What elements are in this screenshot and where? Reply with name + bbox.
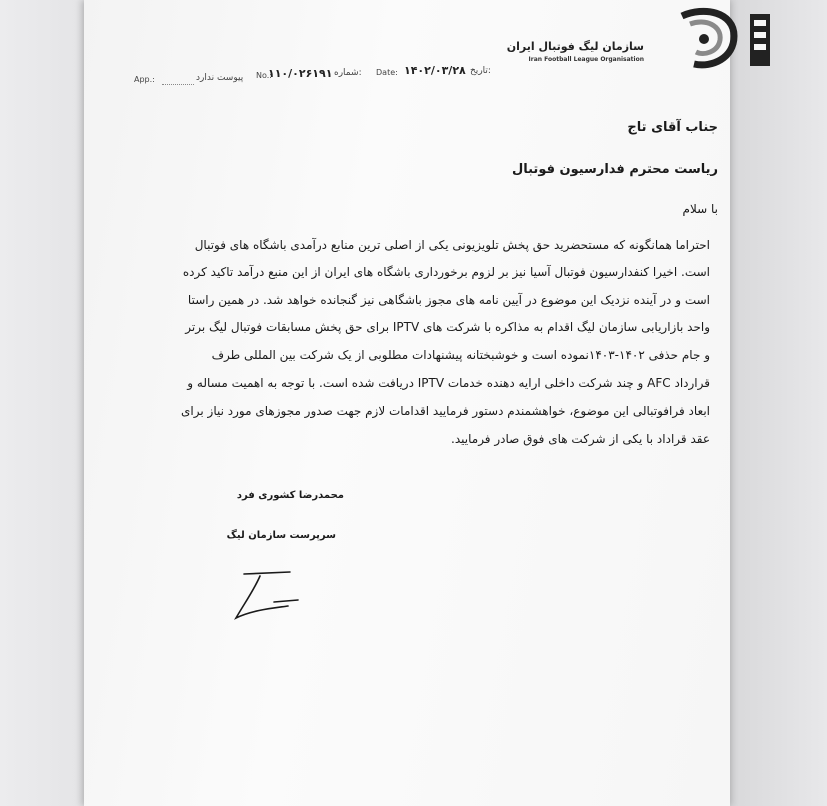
body-line-7: ابعاد فرافوتبالی این موضوع، خواهشمندم دستور فرمایید اقدامات لازم جهت صدور مجوزهای مورد نیاز برای: [181, 404, 710, 418]
body-line-1: احتراما همانگونه که مستحضرید حق پخش تلویزیونی یکی از اصلی ترین منابع درآمدی باشگاه های فوتبال: [194, 238, 710, 252]
recipient-title: ریاست محترم فدارسیون فوتبال: [511, 162, 718, 177]
org-name-fa: سازمان لیگ فوتبال ایران: [506, 40, 644, 53]
body-line-3: است و در آینده نزدیک این موضوع در آیین نامه های مجوز باشگاهی نیز گنجانده خواهد شد. در همین راستا: [187, 293, 710, 307]
signer-name: محمدرضا کشوری فرد: [236, 490, 344, 501]
recipient: جناب آقای تاج: [627, 120, 718, 135]
salutation: با سلام: [682, 202, 718, 216]
number-label-fa: شماره:: [334, 68, 362, 78]
body-line-8: عقد قراداد با یکی از شرکت های فوق صادر فرمایید.: [451, 432, 710, 446]
org-name-en: Iran Football League Organisation: [528, 56, 644, 63]
signature-icon: [230, 568, 310, 624]
body-line-2: است. اخیرا کنفدارسیون فوتبال آسیا نیز بر لزوم برخورداری باشگاه های ایران از این منبع درآمد تاکید کرده: [182, 265, 710, 279]
attachment-label-fa: پیوست ندارد: [196, 73, 244, 83]
date-value: ۱۴۰۲/۰۳/۲۸: [404, 64, 466, 77]
letter-paper: [84, 0, 730, 806]
date-label-fa: تاریخ:: [470, 66, 491, 76]
number-value: ۱۱۰/۰۲۶۱۹۱: [268, 67, 333, 80]
number-label-en: No.:: [256, 71, 272, 80]
signer-title: سرپرست سازمان لیگ: [226, 530, 336, 541]
league-logo-swirl-icon: [624, 6, 774, 76]
attachment-label-en: App.:: [134, 75, 155, 84]
body-line-4: واحد بازاریابی سازمان لیگ اقدام به مذاکره با شرکت های IPTV برای حق پخش مسابقات فوتبال لیگ برتر: [185, 320, 710, 334]
body-line-5: و جام حذفی ۱۴۰۲-۱۴۰۳نموده است و خوشبختانه پیشنهادات مطلوبی از یک شرکت بین المللی طرف: [211, 348, 710, 362]
date-label-en: Date:: [376, 68, 398, 77]
body-line-6: قرارداد AFC و چند شرکت داخلی ارایه دهنده خدمات IPTV دریافت شده است. با توجه به اهمیت مساله و: [187, 376, 710, 390]
attachment-dots: [162, 84, 194, 85]
background-right: [717, 0, 827, 806]
